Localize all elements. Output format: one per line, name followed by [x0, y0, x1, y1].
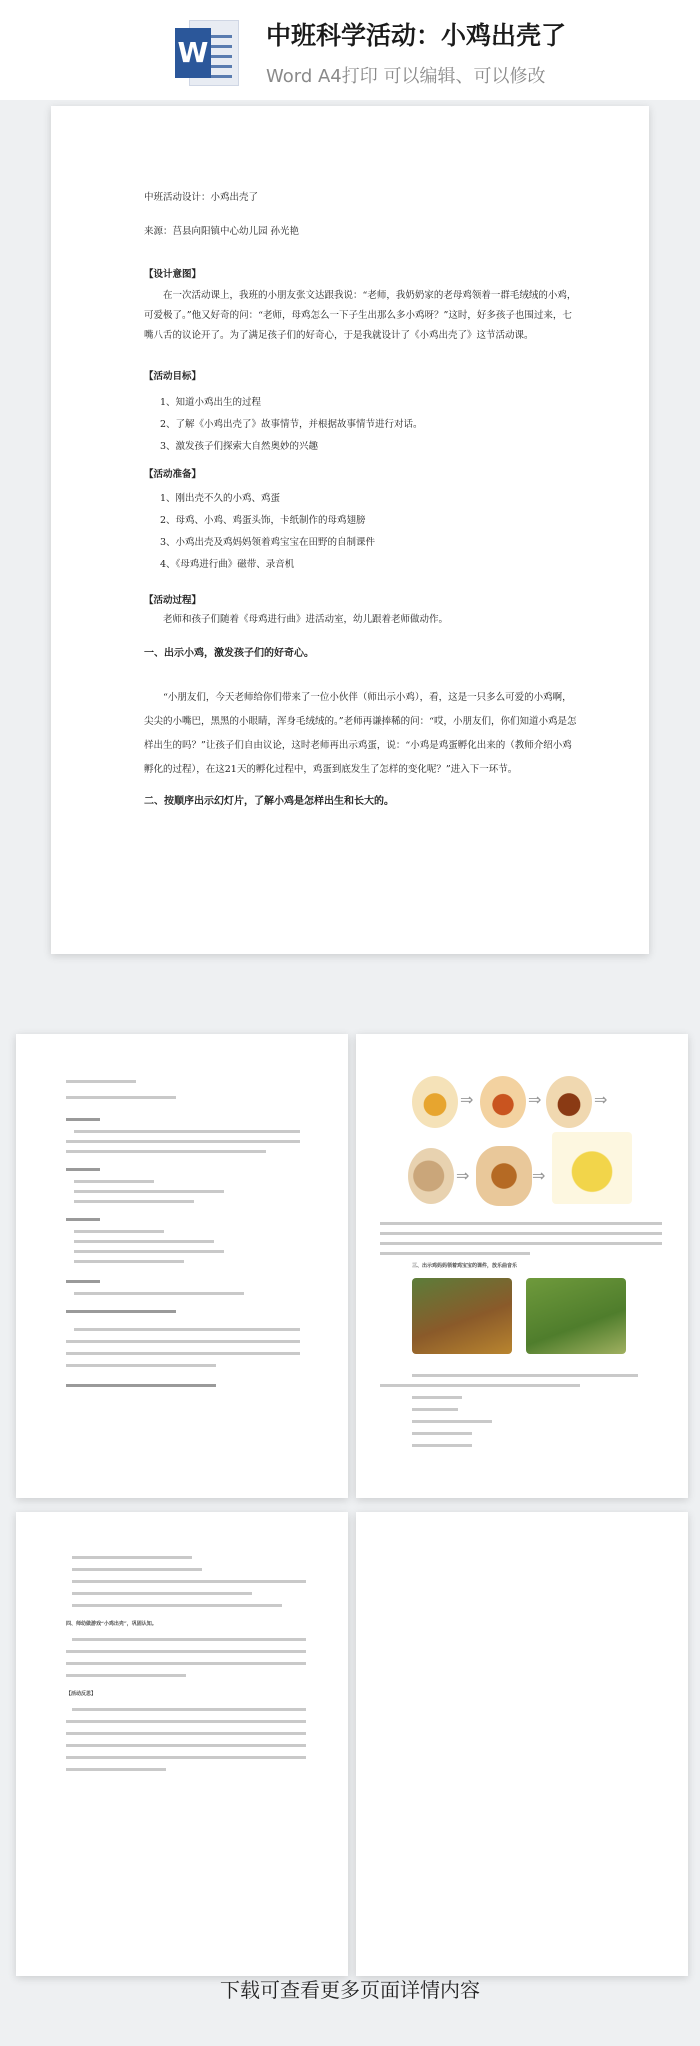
thumbnail-page-3 [16, 1512, 348, 1976]
prep-item: 1、刚出壳不久的小鸡、鸡蛋 [160, 493, 281, 504]
arrow-right-icon: ⇒ [532, 1166, 546, 1185]
arrow-right-icon: ⇒ [456, 1166, 470, 1185]
download-more-link[interactable]: 下载可查看更多页面详情内容 [220, 1978, 480, 2002]
heading-intent: 【设计意图】 [144, 269, 202, 280]
egg-photo [408, 1148, 454, 1204]
hen-and-chicks-photo [412, 1278, 512, 1354]
chicks-in-field-photo [526, 1278, 626, 1354]
arrow-right-icon: ⇒ [528, 1090, 542, 1109]
doc-title-line: 中班活动设计：小鸡出壳了 [144, 192, 259, 203]
goal-item: 2、了解《小鸡出壳了》故事情节，并根据故事情节进行对话。 [160, 419, 423, 430]
thumbnail-page-4 [356, 1512, 688, 1976]
heading-process: 【活动过程】 [144, 595, 202, 606]
goal-item: 1、知道小鸡出生的过程 [160, 397, 262, 408]
egg-photo [546, 1076, 592, 1128]
paragraph-intent: 在一次活动课上，我班的小朋友张文达跟我说：“老师，我奶奶家的老母鸡领着一群毛绒绒的小鸡，可爱极了。”他又好奇的问：“老师，母鸡怎么一下子生出那么多小鸡呀？”这时，好多孩子也围过来，七嘴八舌的议论开了。为了满足孩子们的好奇心，于是我就设计了《小鸡出壳了》这节活动课。 [144, 290, 577, 341]
document-page-1 [51, 106, 649, 954]
heading-prep: 【活动准备】 [144, 469, 202, 480]
prep-item: 4、《母鸡进行曲》磁带、录音机 [160, 559, 295, 570]
prep-item: 3、小鸡出壳及鸡妈妈领着鸡宝宝在田野的自制课件 [160, 537, 376, 548]
header-banner [0, 0, 700, 100]
page-subtitle: Word A4打印 可以编辑、可以修改 [266, 66, 546, 87]
heading-goals: 【活动目标】 [144, 371, 202, 382]
word-document-icon: W [175, 20, 239, 86]
heading-reflect: 【活动反思】 [66, 1691, 97, 1697]
paragraph-section-1: “小朋友们，今天老师给你们带来了一位小伙伴（师出示小鸡），看，这是一只多么可爱的小鸡啊，尖尖的小嘴巴，黑黑的小眼睛，浑身毛绒绒的。”老师再谦捧稀的问：“哎，小朋友们，你们知道小鸡是怎样出生的吗？”让孩子们自由议论，这时老师再出示鸡蛋，说：“小鸡是鸡蛋孵化出来的（教师介绍小鸡孵化的过程），在这21天的孵化过程中，鸡蛋到底发生了怎样的变化呢？”进入下一环节。 [144, 692, 577, 775]
thumbnail-caption: 三、出示鸡妈妈领着鸡宝宝的课件，放乐曲音乐 [412, 1263, 518, 1269]
section-4-heading: 四、师幼做游戏“小鸡出壳”，巩固认知。 [66, 1621, 157, 1627]
page-title: 中班科学活动：小鸡出壳了 [266, 21, 567, 50]
section-2-heading: 二、按顺序出示幻灯片，了解小鸡是怎样出生和长大的。 [144, 796, 394, 807]
egg-photo [412, 1076, 458, 1128]
paragraph-process: 老师和孩子们随着《母鸡进行曲》进活动室，幼儿跟着老师做动作。 [163, 614, 449, 625]
arrow-right-icon: ⇒ [594, 1090, 608, 1109]
goal-item: 3、激发孩子们探索大自然奥妙的兴趣 [160, 441, 319, 452]
arrow-right-icon: ⇒ [460, 1090, 474, 1109]
hatching-chick-photo [476, 1146, 532, 1206]
doc-source-line: 来源：莒县向阳镇中心幼儿园 孙光艳 [144, 226, 300, 237]
chick-photo [552, 1132, 632, 1204]
egg-photo [480, 1076, 526, 1128]
prep-item: 2、母鸡、小鸡、鸡蛋头饰，卡纸制作的母鸡翅膀 [160, 515, 366, 526]
thumbnail-page-1 [16, 1034, 348, 1498]
section-1-heading: 一、出示小鸡，激发孩子们的好奇心。 [144, 648, 314, 659]
thumbnail-page-2 [356, 1034, 688, 1498]
